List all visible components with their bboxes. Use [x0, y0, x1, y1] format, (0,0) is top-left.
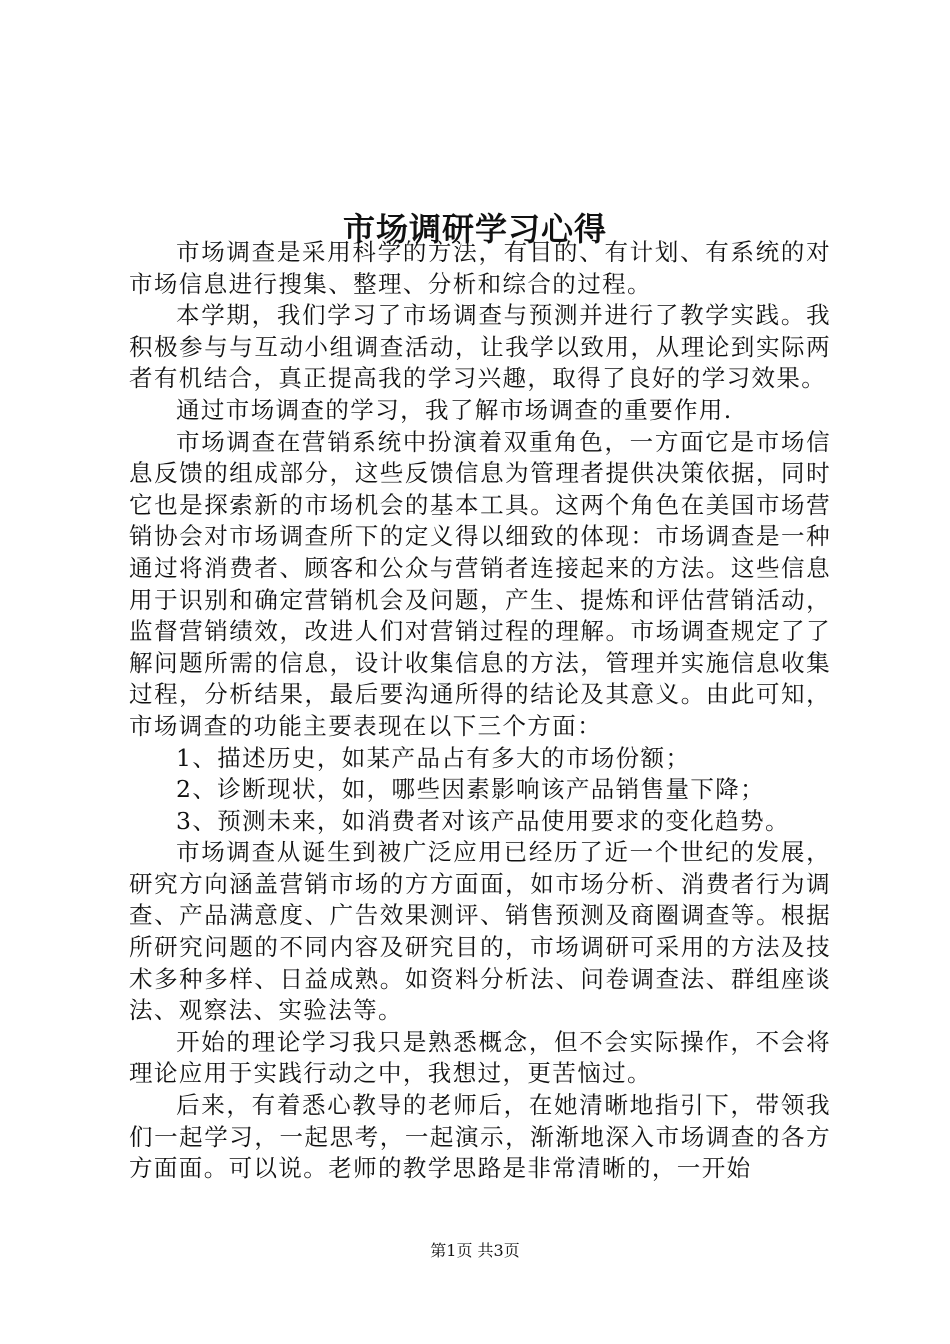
paragraph: 开始的理论学习我只是熟悉概念，但不会实际操作，不会将理论应用于实践行动之中，我想过，更苦恼过。: [129, 1027, 831, 1088]
paragraph: 后来，有着悉心教导的老师后，在她清晰地指引下，带领我们一起学习，一起思考，一起演示，渐渐地深入市场调查的各方方面面。可以说。老师的教学思路是非常清晰的，一开始: [129, 1091, 831, 1183]
list-item: 1、描述历史，如某产品占有多大的市场份额；: [176, 743, 691, 772]
paragraph: 市场调查在营销系统中扮演着双重角色，一方面它是市场信息反馈的组成部分，这些反馈信息为管理者提供决策依据，同时它也是探索新的市场机会的基本工具。这两个角色在美国市场营销协会对市场调查所下的定义得以细致的体现：市场调查是一种通过将消费者、顾客和公众与营销者连接起来的方法。这些信息用于识别和确定营销机会及问题，产生、提炼和评估营销活动，监督营销绩效，改进人们对营销过程的理解。市场调查规定了了解问题所需的信息，设计收集信息的方法，管理并实施信息收集过程，分析结果，最后要沟通所得的结论及其意义。由此可知，市场调查的功能主要表现在以下三个方面：: [129, 427, 831, 740]
list-item: 2、诊断现状，如，哪些因素影响该产品销售量下降；: [176, 775, 766, 804]
paragraph: 通过市场调查的学习，我了解市场调查的重要作用.: [176, 395, 733, 424]
list-item: 3、预测未来，如消费者对该产品使用要求的变化趋势。: [176, 806, 790, 835]
paragraph: 本学期，我们学习了市场调查与预测并进行了教学实践。我积极参与与互动小组调查活动，让我学以致用，从理论到实际两者有机结合，真正提高我的学习兴趣，取得了良好的学习效果。: [129, 301, 831, 393]
paragraph: 市场调查从诞生到被广泛应用已经历了近一个世纪的发展，研究方向涵盖营销市场的方方面面，如市场分析、消费者行为调查、产品满意度、广告效果测评、销售预测及商圈调查等。根据所研究问题的不同内容及研究目的，市场调研可采用的方法及技术多种多样、日益成熟。如资料分析法、问卷调查法、群组座谈法、观察法、实验法等。: [129, 838, 831, 1025]
paragraph: 市场调查是采用科学的方法，有目的、有计划、有系统的对市场信息进行搜集、整理、分析和综合的过程。: [129, 238, 831, 298]
document-title: 市场调研学习心得: [342, 210, 607, 249]
page-number-footer: 第1页 共3页: [430, 1241, 520, 1260]
document-body: [129, 237, 831, 1185]
